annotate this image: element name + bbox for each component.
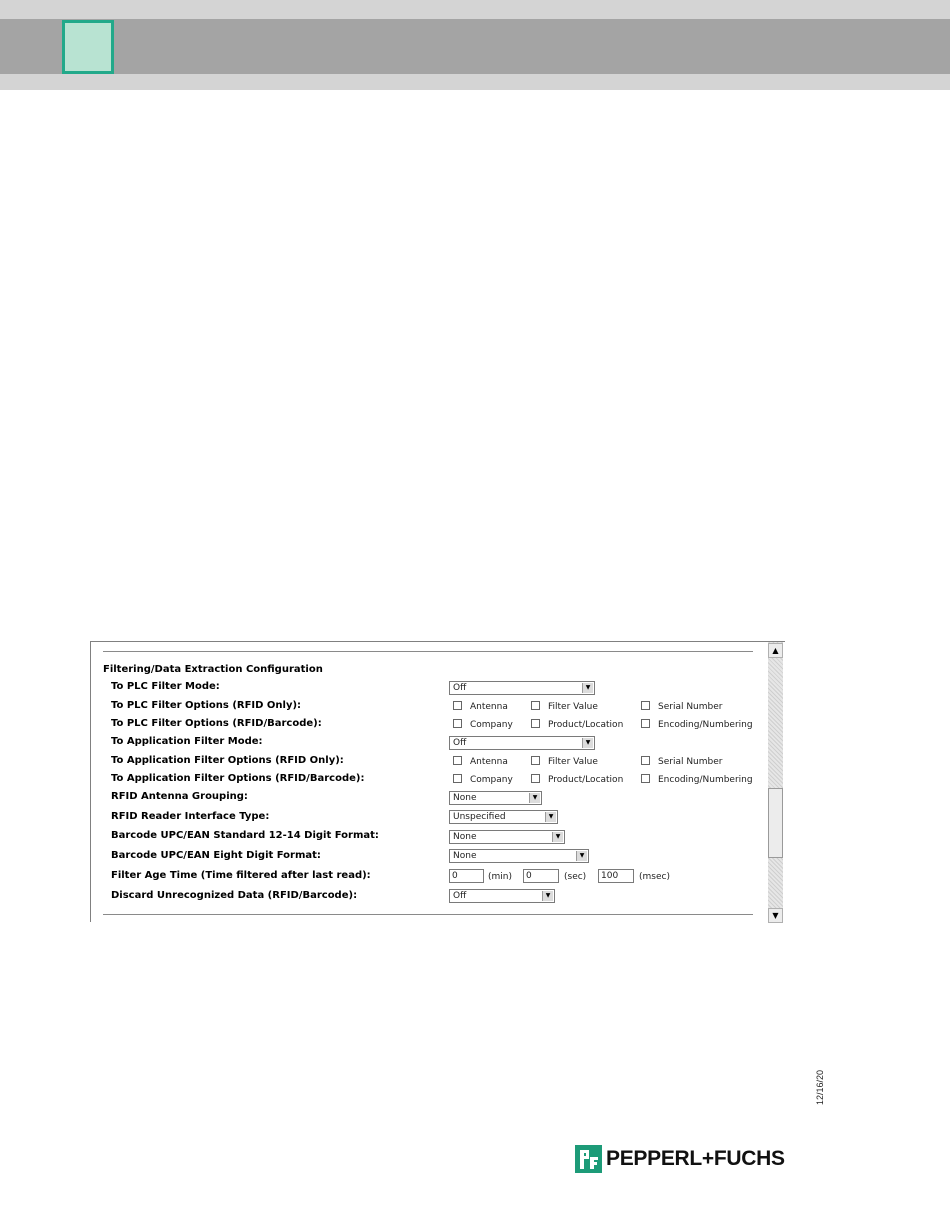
vertical-scrollbar[interactable] [768, 642, 783, 922]
header-band [0, 19, 950, 74]
reader-interface-label: RFID Reader Interface Type: [111, 811, 270, 822]
chevron-down-icon[interactable]: ▼ [582, 683, 593, 693]
plc-filter-mode-label: To PLC Filter Mode: [111, 681, 220, 692]
plc-filter-value-checkbox[interactable]: Filter Value [531, 701, 598, 712]
plc-antenna-checkbox[interactable]: Antenna [453, 701, 508, 712]
antenna-grouping-select[interactable] [449, 791, 542, 805]
checkbox-icon[interactable] [641, 756, 650, 765]
header-bottom-strip [0, 74, 950, 90]
checkbox-icon[interactable] [531, 774, 540, 783]
discard-unrecognized-select[interactable] [449, 889, 555, 903]
checkbox-icon[interactable] [641, 774, 650, 783]
app-serial-number-checkbox[interactable]: Serial Number [641, 756, 722, 767]
divider-top [103, 651, 753, 652]
checkbox-icon[interactable] [453, 701, 462, 710]
reader-interface-select[interactable] [449, 810, 558, 824]
upc-12-14-select[interactable] [449, 830, 565, 844]
header-top-strip [0, 0, 950, 19]
plc-product-location-checkbox[interactable]: Product/Location [531, 719, 623, 730]
sec-unit-label: (sec) [564, 872, 587, 882]
checkbox-icon[interactable] [531, 719, 540, 728]
down-arrow-icon[interactable]: ▼ [768, 908, 783, 923]
checkbox-icon[interactable] [531, 701, 540, 710]
app-filter-value-checkbox[interactable]: Filter Value [531, 756, 598, 767]
upc-eight-label: Barcode UPC/EAN Eight Digit Format: [111, 850, 321, 861]
plc-filter-options-barcode-label: To PLC Filter Options (RFID/Barcode): [111, 718, 322, 729]
plc-filter-options-rfid-label: To PLC Filter Options (RFID Only): [111, 700, 302, 711]
upc-12-14-label: Barcode UPC/EAN Standard 12-14 Digit Format: [111, 830, 379, 841]
min-unit-label: (min) [488, 872, 512, 882]
chevron-down-icon[interactable]: ▼ [542, 891, 553, 901]
checkbox-icon[interactable] [453, 774, 462, 783]
chevron-down-icon[interactable]: ▼ [529, 793, 540, 803]
plc-filter-mode-select[interactable] [449, 681, 595, 695]
chevron-down-icon[interactable]: ▼ [545, 812, 556, 822]
app-filter-options-barcode-label: To Application Filter Options (RFID/Barcode): [111, 773, 365, 784]
antenna-grouping-label: RFID Antenna Grouping: [111, 791, 248, 802]
app-filter-mode-select[interactable] [449, 736, 595, 750]
upc-eight-select[interactable] [449, 849, 589, 863]
discard-unrecognized-value: Off [453, 891, 467, 901]
checkbox-icon[interactable] [531, 756, 540, 765]
app-product-location-checkbox[interactable]: Product/Location [531, 774, 623, 785]
app-antenna-checkbox[interactable]: Antenna [453, 756, 508, 767]
pepperl-fuchs-logo-icon [575, 1145, 602, 1173]
antenna-grouping-value: None [453, 793, 477, 803]
app-company-checkbox[interactable]: Company [453, 774, 513, 785]
msec-unit-label: (msec) [639, 872, 670, 882]
discard-unrecognized-label: Discard Unrecognized Data (RFID/Barcode): [111, 890, 358, 901]
app-filter-options-rfid-label: To Application Filter Options (RFID Only): [111, 755, 344, 766]
section-title: Filtering/Data Extraction Configuration [103, 664, 323, 675]
filter-age-msec-input[interactable]: 100 [598, 869, 634, 883]
plc-encoding-numbering-checkbox[interactable]: Encoding/Numbering [641, 719, 753, 730]
chevron-down-icon[interactable]: ▼ [576, 851, 587, 861]
chevron-down-icon[interactable]: ▼ [552, 832, 563, 842]
revision-date: 12/16/20 [815, 1069, 825, 1105]
app-encoding-numbering-checkbox[interactable]: Encoding/Numbering [641, 774, 753, 785]
filter-age-label: Filter Age Time (Time filtered after last read): [111, 870, 371, 881]
filter-age-sec-input[interactable]: 0 [523, 869, 559, 883]
app-filter-mode-value: Off [453, 738, 467, 748]
plc-serial-number-checkbox[interactable]: Serial Number [641, 701, 722, 712]
chevron-down-icon[interactable]: ▼ [582, 738, 593, 748]
checkbox-icon[interactable] [453, 756, 462, 765]
config-panel [90, 641, 785, 922]
scrollbar-thumb[interactable] [768, 788, 783, 858]
reader-interface-value: Unspecified [453, 812, 506, 822]
filter-age-min-input[interactable]: 0 [449, 869, 484, 883]
chapter-marker [62, 20, 114, 74]
checkbox-icon[interactable] [453, 719, 462, 728]
brand-name: PEPPERL+FUCHS [606, 1147, 785, 1170]
divider-bottom [103, 914, 753, 915]
plc-company-checkbox[interactable]: Company [453, 719, 513, 730]
upc-eight-value: None [453, 851, 477, 861]
upc-12-14-value: None [453, 832, 477, 842]
app-filter-mode-label: To Application Filter Mode: [111, 736, 263, 747]
up-arrow-icon[interactable]: ▲ [768, 643, 783, 658]
checkbox-icon[interactable] [641, 719, 650, 728]
plc-filter-mode-value: Off [453, 683, 467, 693]
checkbox-icon[interactable] [641, 701, 650, 710]
